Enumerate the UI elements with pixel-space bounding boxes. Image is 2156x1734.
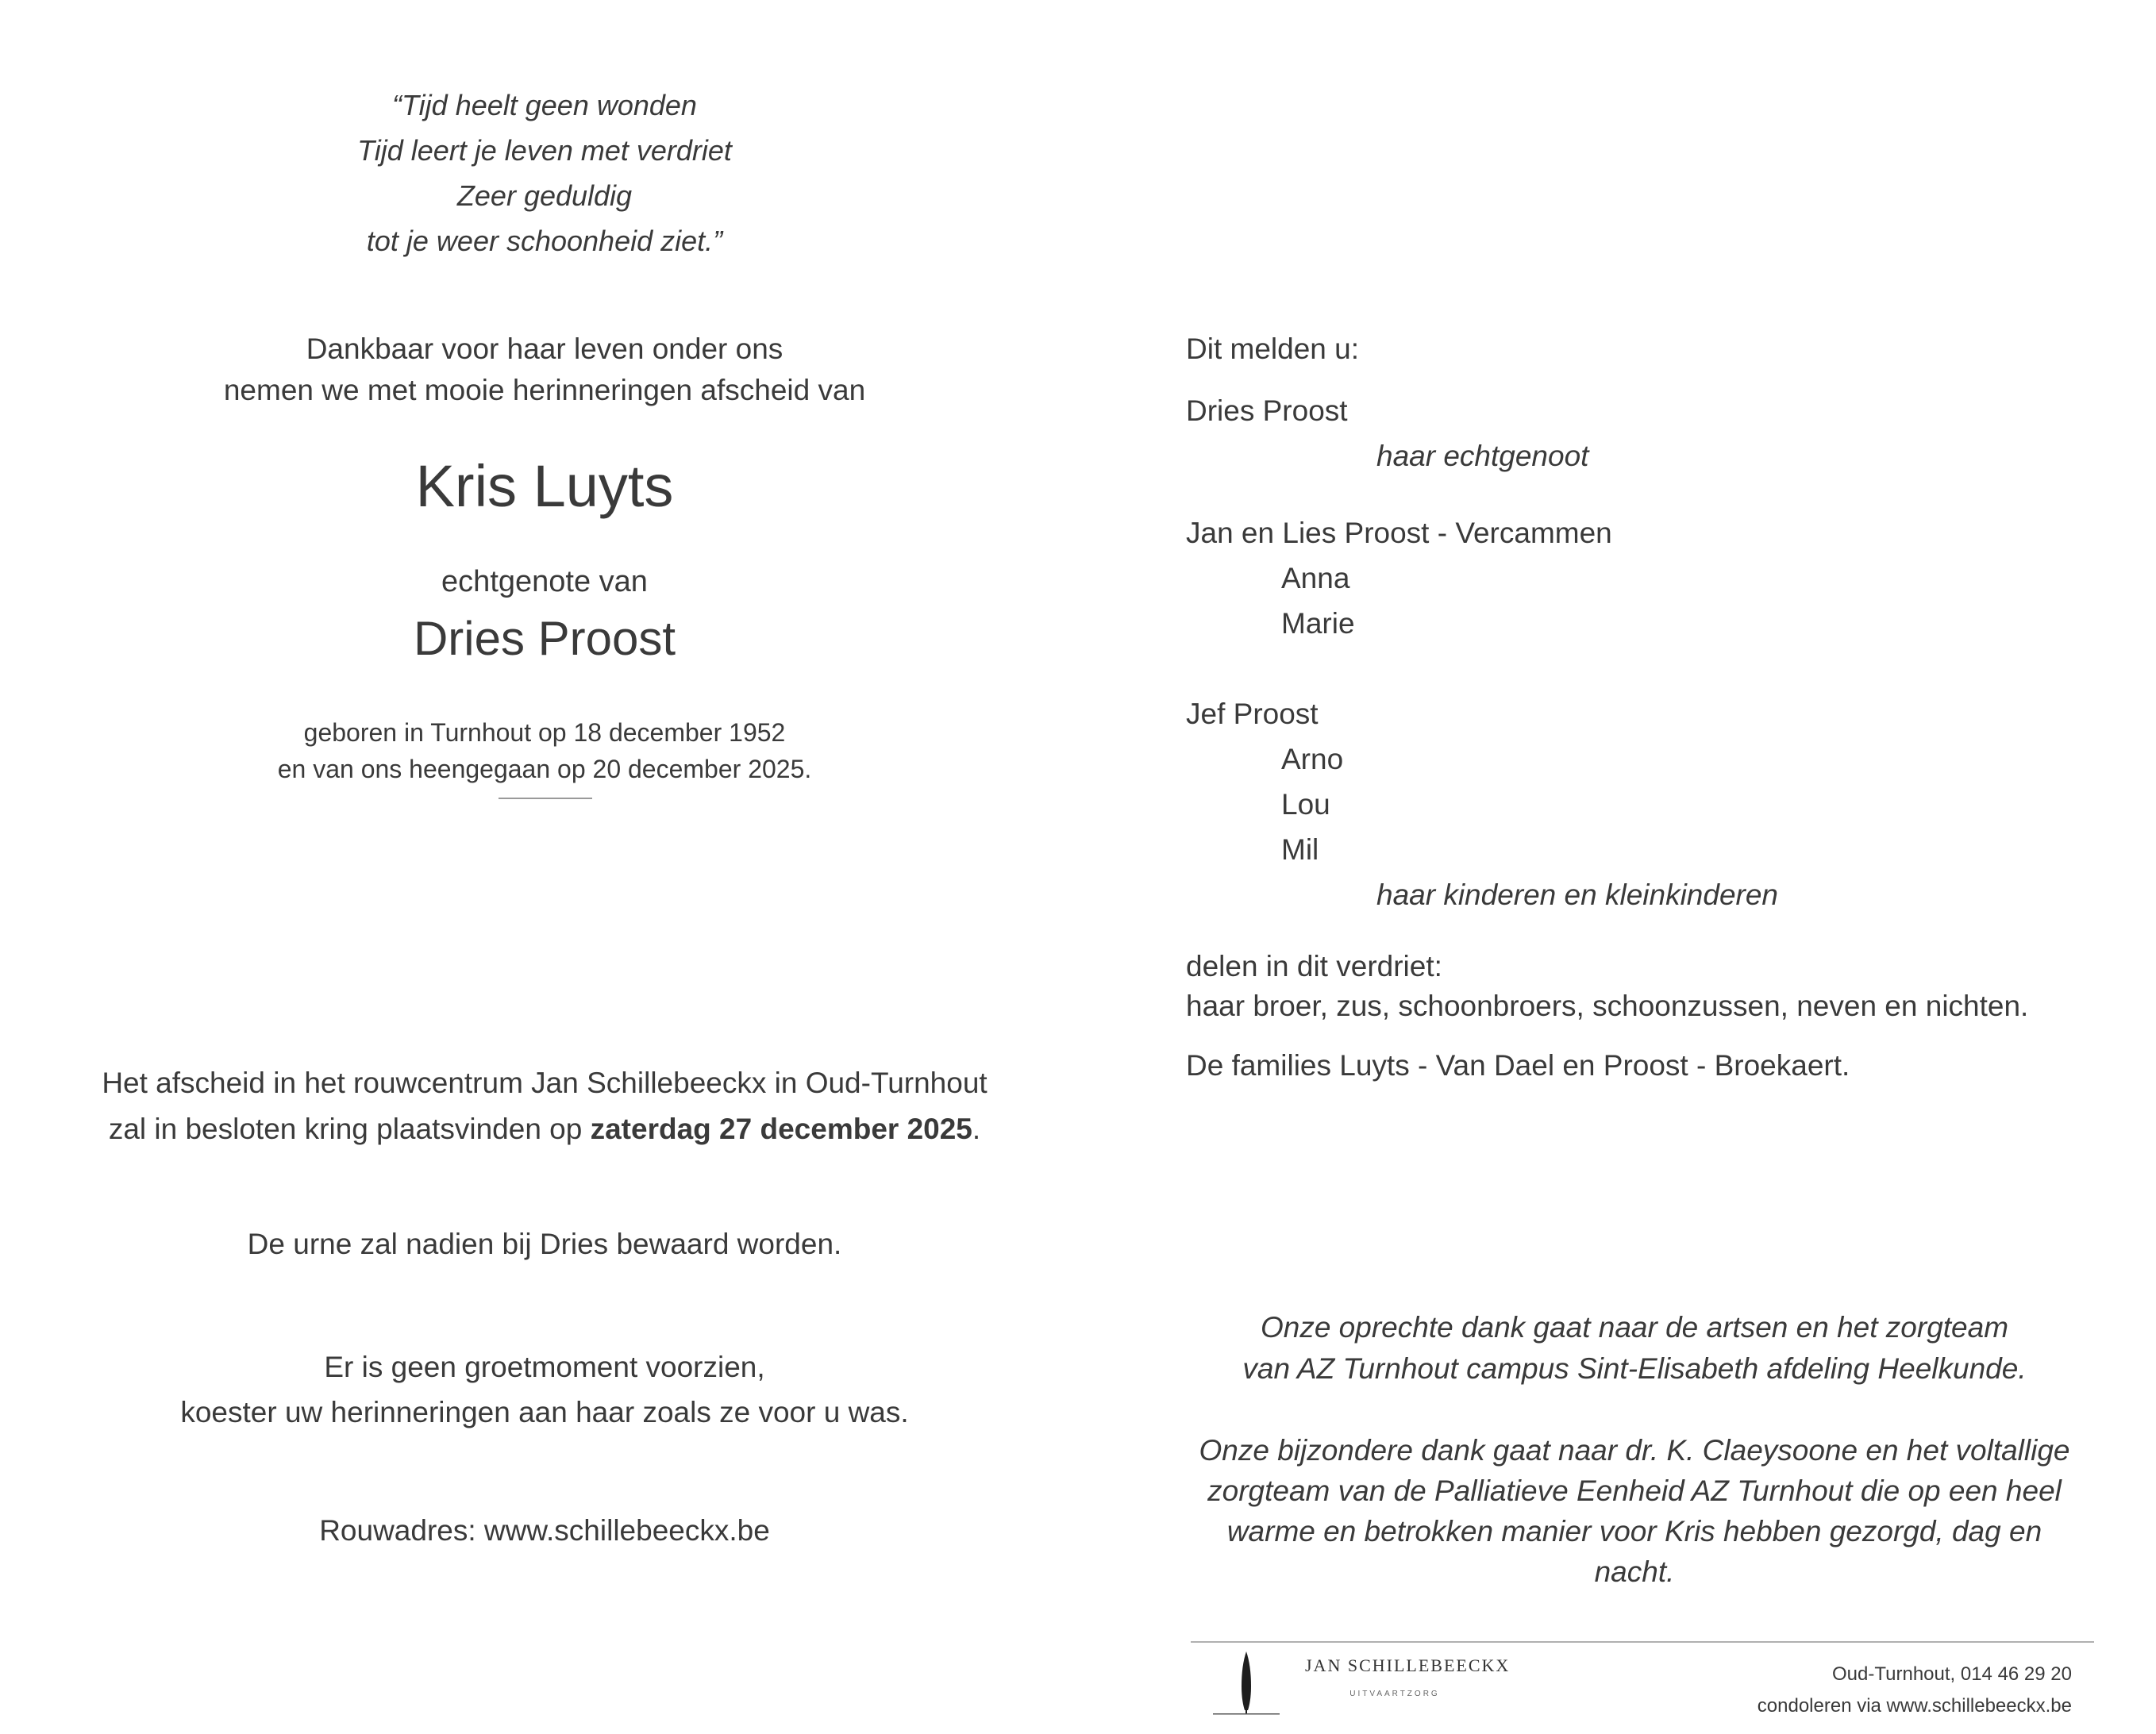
poem-line: tot je weer schoonheid ziet.” (366, 225, 723, 257)
mourning-address: Rouwadres: www.schillebeeckx.be (319, 1514, 770, 1547)
thanks-line: warme en betrokken manier voor Kris hebben gezorgd, dag en nacht. (1226, 1515, 2042, 1588)
intro-text (0, 329, 1089, 411)
birth-line: geboren in Turnhout op 18 december 1952 (303, 718, 786, 747)
farewell-suffix: . (972, 1113, 981, 1145)
no-gathering-line: koester uw herinneringen aan haar zoals ze voor u was. (180, 1396, 909, 1428)
intro-line: Dankbaar voor haar leven onder ons (306, 333, 783, 365)
spouse-name: Dries Proost (413, 612, 676, 665)
grandchild-name: Lou (1281, 788, 1330, 821)
families-line: De families Luyts - Van Dael en Proost - Broekaert. (1186, 1049, 1850, 1082)
no-gathering-note (0, 1344, 1089, 1435)
farewell-prefix: zal in besloten kring plaatsvinden op (108, 1113, 591, 1145)
announce-heading: Dit melden u: (1186, 333, 1359, 365)
cypress-tree-icon (1207, 1647, 1286, 1718)
brand-subtitle: UITVAARTZORG (1349, 1690, 1440, 1698)
contact-phone: Oud-Turnhout, 014 46 29 20 (1832, 1663, 2072, 1685)
farewell-date: zaterdag 27 december 2025 (590, 1113, 972, 1145)
share-line: delen in dit verdriet: (1186, 950, 1442, 982)
poem (0, 83, 1089, 263)
contact-condolence: condoleren via www.schillebeeckx.be (1757, 1695, 2072, 1717)
children-role: haar kinderen en kleinkinderen (1376, 879, 1779, 911)
grandchild-name: Anna (1281, 562, 1350, 594)
contact-info (1707, 1659, 2072, 1722)
farewell-line: Het afscheid in het rouwcentrum Jan Schillebeeckx in Oud-Turnhout (102, 1067, 988, 1099)
poem-line: Tijd leert je leven met verdriet (357, 134, 732, 167)
husband-name: Dries Proost (1186, 394, 1348, 427)
thanks-line: Onze oprechte dank gaat naar de artsen en het zorgteam (1260, 1311, 2009, 1344)
divider (499, 798, 592, 799)
brand-name: JAN SCHILLEBEECKX (1305, 1655, 1511, 1675)
no-gathering-line: Er is geen groetmoment voorzien, (324, 1351, 765, 1383)
share-line: haar broer, zus, schoonbroers, schoonzussen, neven en nichten. (1186, 990, 2029, 1022)
thanks-line: Onze bijzondere dank gaat naar dr. K. Claeysoone en het voltallige (1199, 1434, 2070, 1467)
urn-note: De urne zal nadien bij Dries bewaard worden. (247, 1228, 842, 1260)
thanks-line: van AZ Turnhout campus Sint-Elisabeth afdeling Heelkunde. (1242, 1352, 2027, 1385)
grandchild-name: Mil (1281, 833, 1319, 866)
grandchild-name: Marie (1281, 607, 1355, 640)
life-dates (0, 714, 1089, 787)
share-grief (1186, 947, 2028, 1026)
spouse-of-label: echtgenote van (441, 565, 648, 598)
farewell-info (0, 1060, 1089, 1152)
thanks-medical (1186, 1307, 2083, 1390)
deceased-name: Kris Luyts (415, 453, 674, 519)
child-family-2: Jef Proost (1186, 698, 1319, 730)
farewell-line (0, 1106, 1089, 1152)
footer-rule (1191, 1641, 2094, 1643)
poem-line: Zeer geduldig (456, 179, 633, 212)
husband-role: haar echtgenoot (1376, 440, 1589, 472)
grandchild-name: Arno (1281, 743, 1344, 775)
intro-line: nemen we met mooie herinneringen afscheid van (223, 374, 866, 406)
child-family-1: Jan en Lies Proost - Vercammen (1186, 517, 1612, 549)
thanks-palliative (1186, 1430, 2083, 1592)
poem-line: “Tijd heelt geen wonden (392, 89, 697, 121)
death-line: en van ons heengegaan op 20 december 2025. (277, 755, 812, 783)
thanks-line: zorgteam van de Palliatieve Eenheid AZ Turnhout die op een heel (1207, 1474, 2062, 1507)
